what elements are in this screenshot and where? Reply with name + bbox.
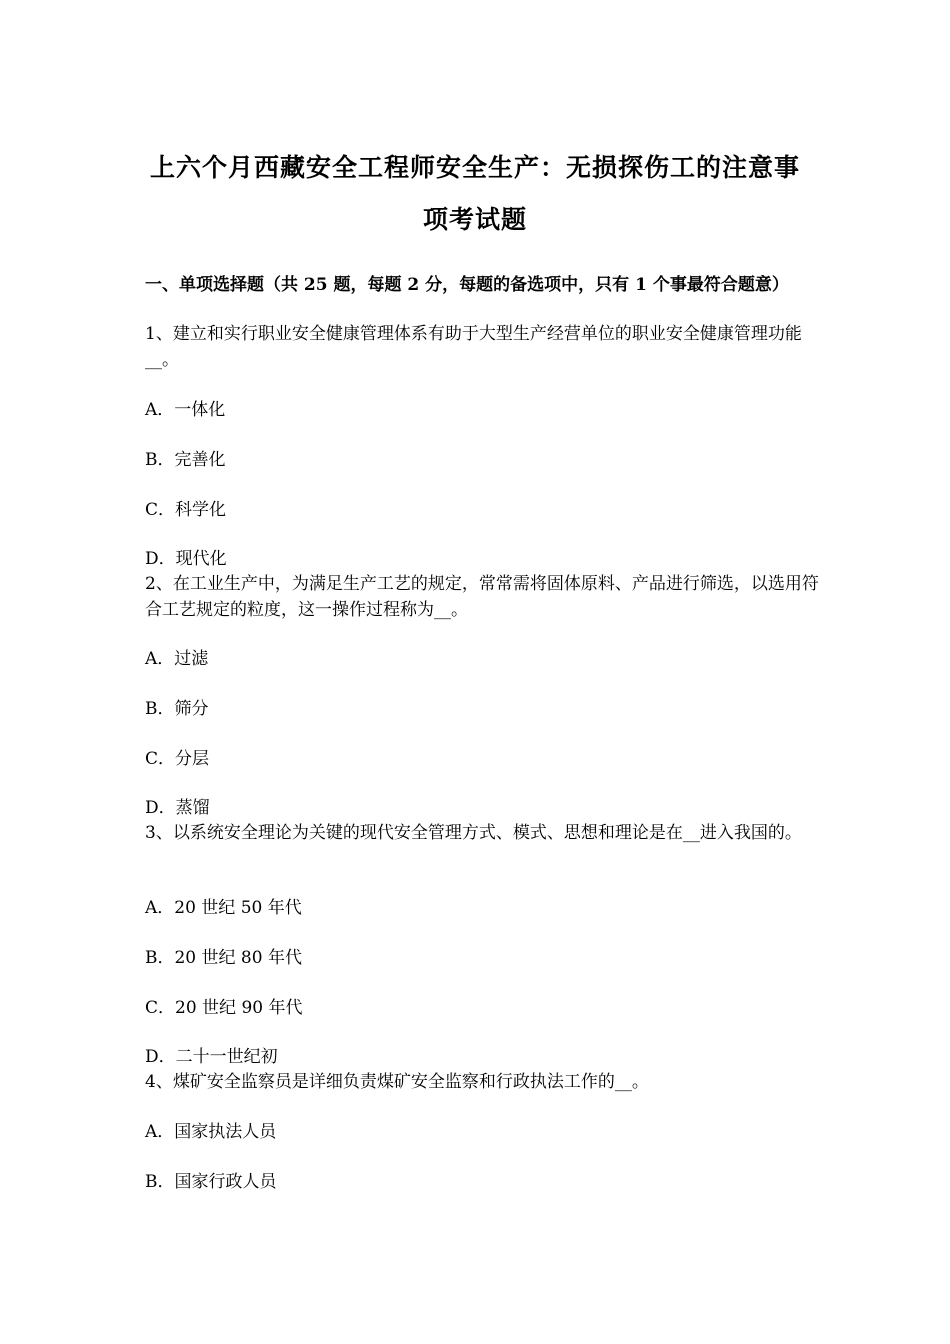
question-2-option-b: B．筛分 — [145, 699, 209, 719]
question-3-option-c: C．20 世纪 90 年代 — [145, 998, 303, 1018]
question-1-text: 1、建立和实行职业安全健康管理体系有助于大型生产经营单位的职业安全健康管理功能__。 — [145, 324, 802, 370]
question-4-option-b: B．国家行政人员 — [145, 1172, 277, 1192]
section-heading: 一、单项选择题（共 25 题，每题 2 分，每题的备选项中，只有 1 个事最符合题意） — [145, 275, 789, 295]
question-1-option-a: A．一体化 — [145, 400, 226, 420]
question-1-option-d: D．现代化 — [145, 549, 227, 569]
question-2-text: 2、在工业生产中，为满足生产工艺的规定，常常需将固体原料、产品进行筛选，以选用符合工艺规定的粒度，这一操作过程称为__。 — [145, 574, 819, 620]
question-3-text: 3、以系统安全理论为关键的现代安全管理方式、模式、思想和理论是在__进入我国的。 — [145, 823, 802, 843]
question-4-option-a: A．国家执法人员 — [145, 1122, 277, 1142]
question-2-option-d: D．蒸馏 — [145, 798, 210, 818]
question-3-option-b: B．20 世纪 80 年代 — [145, 948, 302, 968]
question-2-option-a: A．过滤 — [145, 649, 209, 669]
document-title-line-2: 项考试题 — [422, 205, 527, 234]
question-4-text: 4、煤矿安全监察员是详细负责煤矿安全监察和行政执法工作的__。 — [145, 1072, 649, 1092]
question-3-option-a: A．20 世纪 50 年代 — [145, 898, 302, 918]
question-1-option-c: C．科学化 — [145, 500, 227, 520]
question-3-option-d: D．二十一世纪初 — [145, 1047, 278, 1067]
document-title-line-1: 上六个月西藏安全工程师安全生产：无损探伤工的注意事 — [149, 153, 800, 182]
question-1-option-b: B．完善化 — [145, 450, 226, 470]
question-2-option-c: C．分层 — [145, 749, 210, 769]
